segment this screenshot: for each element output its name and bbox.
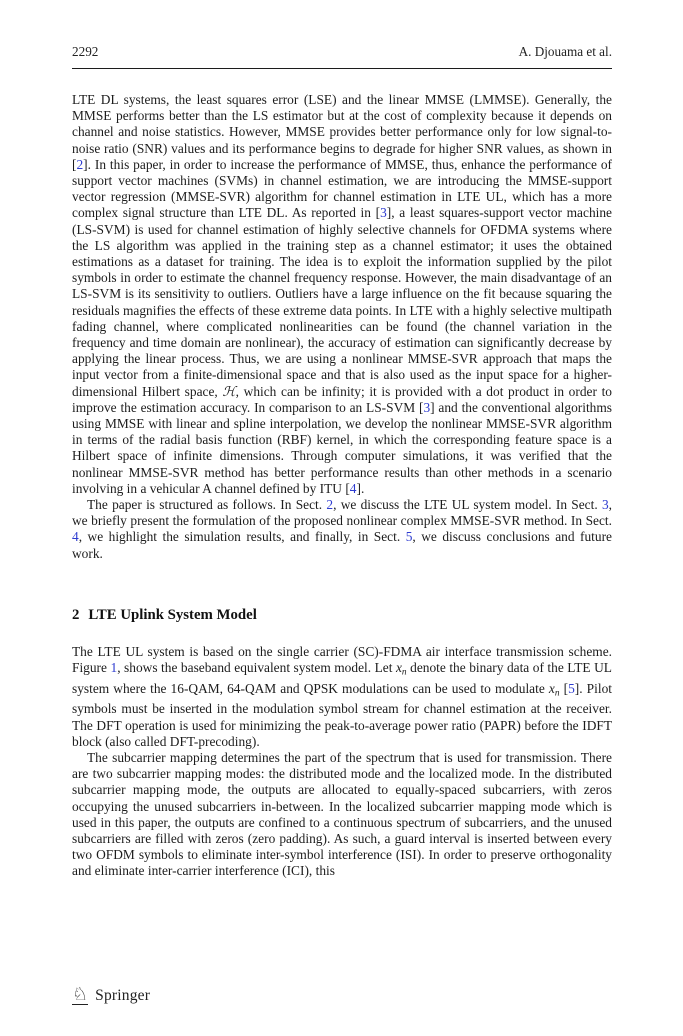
text-segment: x [548, 680, 555, 696]
text-segment: n [401, 667, 407, 678]
citation-link[interactable]: 4 [349, 480, 357, 496]
citation-link[interactable]: 3 [380, 205, 387, 221]
springer-logo-icon: ♘ [72, 984, 89, 1004]
text-segment: , we discuss the LTE UL system model. In Sect. [333, 497, 602, 513]
text-segment: , we highlight the simulation results, and finally, in Sect. [78, 529, 406, 545]
text-segment: , which can be infinity; it is provided with a dot product in order to improve the estimation accuracy. In comparison to an LS-SVM [ [72, 383, 612, 415]
text-segment: ]. Pilot symbols must be inserted in the modulation symbol stream for channel estimation at the receiver. The DFT operation is used for minimizing the peak-to-average power ratio (PAPR) before the IDFT block (also called DFT-precoding). [72, 680, 612, 749]
page-number: 2292 [72, 44, 99, 59]
text-segment: x [395, 660, 402, 676]
paragraph [72, 750, 612, 880]
publisher-footer [72, 985, 150, 1005]
text-segment: , we briefly present the formulation of the proposed nonlinear complex MMSE-SVR method. In Sect. [72, 497, 613, 529]
article-body [72, 92, 612, 880]
publisher-name: Springer [95, 987, 151, 1004]
uplink-model-section [72, 644, 612, 880]
text-segment: [ [559, 680, 569, 696]
citation-link[interactable]: 3 [601, 497, 609, 513]
text-segment: denote the binary data of the LTE UL system where the 16-QAM, 64-QAM and QPSK modulations can be used to modulate [72, 660, 612, 696]
citation-link[interactable]: 2 [326, 497, 334, 513]
text-segment: ]. [356, 480, 365, 496]
paragraph [72, 92, 612, 497]
text-segment: The paper is structured as follows. In Sect. [87, 497, 327, 513]
text-segment: , we discuss conclusions and future work. [72, 529, 613, 561]
running-head-authors: A. Djouama et al. [518, 44, 612, 59]
citation-link[interactable]: 5 [568, 680, 575, 696]
text-segment: ]. In this paper, in order to increase the performance of MMSE, thus, enhance the performance of support vector machines (SVMs) in channel estimation, we are introducing the MMSE-support vector regression (MMSE-SVR) algorithm for channel estimation in LTE UL, which has a more complex signal structure than LTE DL. As reported in [ [72, 156, 612, 221]
text-segment: The LTE UL system is based on the single carrier (SC)-FDMA air interface transmission scheme. Figure [72, 644, 612, 676]
text-segment: n [554, 688, 560, 699]
text-segment: ], a least squares-support vector machine (LS-SVM) is used for channel estimation of highly selective channels for OFDMA systems where the LS algorithm was applied in the training step as a channel estimator; it uses the obtained estimations as a dataset for training. The idea is to exploit the information supplied by the pilot symbols in order to estimate the channel frequency response. However, the main disadvantage of an LS-SVM is its sensitivity to outliers. Outliers have a large influence on the fit because squaring the residuals magnifies the effects of these extreme data points. In LTE with a highly selective multipath fading channel, where complicated nonlinearities can be found (the channel variation in the frequency and time domain are nonlinear), the accuracy of estimation can significantly decrease by applying the linear process. Thus, we are using a nonlinear MMSE-SVR approach that maps the input vector from a finite-dimensional space and that is also used as the input space for a higher-dimensional Hilbert space, [72, 205, 612, 399]
citation-link[interactable]: 2 [76, 156, 84, 172]
citation-link[interactable]: 3 [423, 399, 431, 415]
citation-link[interactable]: 4 [72, 529, 79, 545]
intro-section [72, 92, 612, 562]
section-title: LTE Uplink System Model [88, 606, 257, 623]
paragraph [72, 497, 612, 562]
text-segment: LTE DL systems, the least squares error (LSE) and the linear MMSE (LMMSE). Generally, the MMSE performs better than the LS estimator but at the cost of complexity because it depends on channel and noise statistics. However, MMSE provides better performance only for low signal-to-noise ratio (SNR) values and its performance begins to degrade for higher SNR values, as shown in [ [72, 92, 612, 172]
section-number: 2 [72, 606, 80, 623]
citation-link[interactable]: 5 [405, 529, 413, 545]
citation-link[interactable]: 1 [110, 660, 118, 676]
running-header [72, 44, 612, 69]
section-heading [72, 607, 612, 623]
text-segment: ℋ [222, 383, 236, 399]
paragraph [72, 644, 612, 750]
text-segment: , shows the baseband equivalent system model. Let [117, 660, 396, 676]
text-segment: The subcarrier mapping determines the part of the spectrum that is used for transmission. There are two subcarrier mapping modes: the distributed mode and the localized mode. In the distributed subcarrier mapping mode, the outputs are allocated to equally-spaced subcarriers, with zeros occupying the unused subcarriers in-between. In the localized subcarrier mapping mode which is used in this paper, the outputs are confined to a continuous spectrum of subcarriers, and the unused subcarriers are filled with zeros (zero padding). As such, a guard interval is inserted between every two OFDM symbols to eliminate inter-symbol interference (ISI). In order to preserve orthogonality and eliminate inter-carrier interference (ICI), this [72, 750, 612, 879]
text-segment: ] and the conventional algorithms using MMSE with linear and spline interpolation, we develop the nonlinear MMSE-SVR algorithm in terms of the radial basis function (RBF) kernel, in which the corresponding feature space is a Hilbert space of infinite dimensions. Through computer simulations, it was verified that the nonlinear MMSE-SVR method has better performance results than other methods in a scenario involving in a vehicular A channel defined by ITU [ [72, 399, 613, 496]
